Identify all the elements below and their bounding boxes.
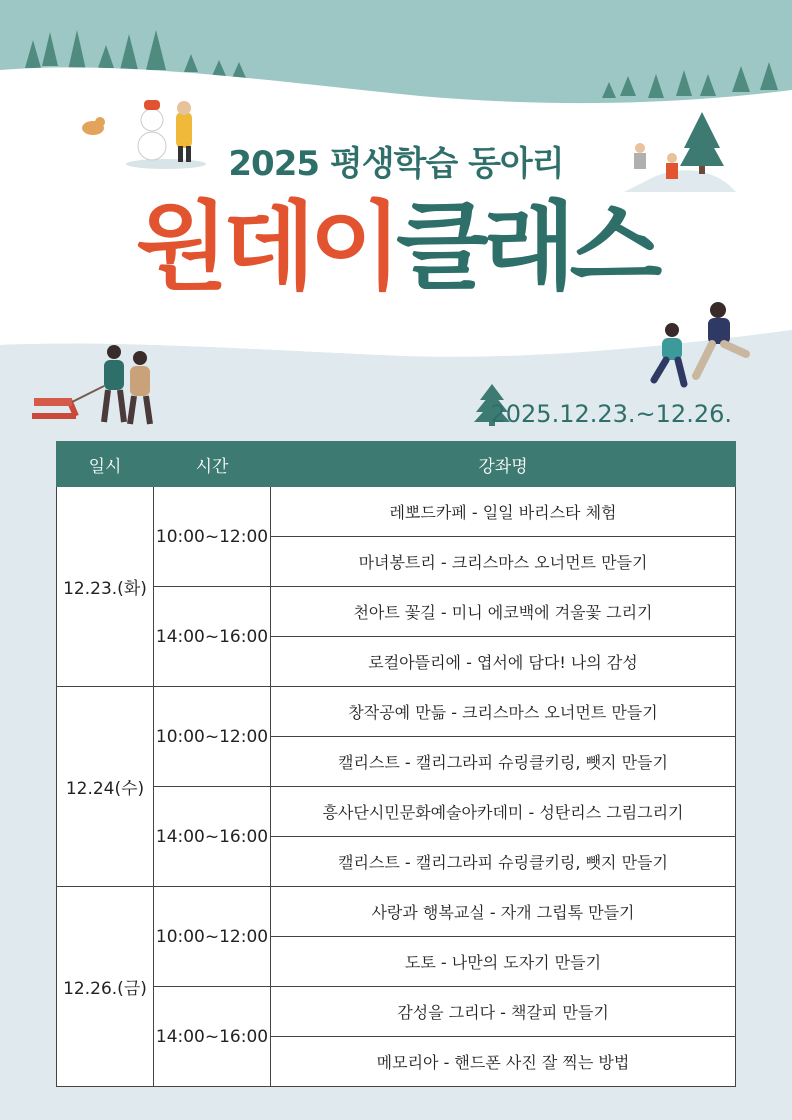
skaters-illustration xyxy=(636,296,760,392)
day-cell: 12.26.(금) xyxy=(57,887,154,1087)
class-cell: 로컬아뜰리에 - 엽서에 담다! 나의 감성 xyxy=(271,637,736,687)
column-header-time: 시간 xyxy=(154,442,271,487)
column-header-date: 일시 xyxy=(57,442,154,487)
time-cell: 10:00~12:00 xyxy=(154,887,271,987)
table-row xyxy=(57,587,736,637)
time-cell: 14:00~16:00 xyxy=(154,787,271,887)
time-cell: 14:00~16:00 xyxy=(154,987,271,1087)
class-cell: 캘리스트 - 캘리그라피 슈링클키링, 뺏지 만들기 xyxy=(271,837,736,887)
class-cell: 사랑과 행복교실 - 자개 그립톡 만들기 xyxy=(271,887,736,937)
title-part-oneday: 원데이 xyxy=(135,191,396,303)
table-row xyxy=(57,487,736,537)
class-cell: 천아트 꽃길 - 미니 에코백에 겨울꽃 그리기 xyxy=(271,587,736,637)
class-cell: 감성을 그리다 - 책갈피 만들기 xyxy=(271,987,736,1037)
table-row xyxy=(57,887,736,937)
day-cell: 12.24(수) xyxy=(57,687,154,887)
event-date-range: 2025.12.23.~12.26. xyxy=(490,400,732,428)
time-cell: 10:00~12:00 xyxy=(154,687,271,787)
schedule-table xyxy=(56,441,736,1087)
class-cell: 마녀봉트리 - 크리스마스 오너먼트 만들기 xyxy=(271,537,736,587)
class-cell: 흥사단시민문화예술아카데미 - 성탄리스 그림그리기 xyxy=(271,787,736,837)
bird-icon xyxy=(78,112,108,138)
class-cell: 캘리스트 - 캘리그라피 슈링클키링, 뺏지 만들기 xyxy=(271,737,736,787)
table-row xyxy=(57,987,736,1037)
event-subtitle: 2025 평생학습 동아리 xyxy=(228,144,564,184)
table-row xyxy=(57,787,736,837)
day-cell: 12.23.(화) xyxy=(57,487,154,687)
class-cell: 레뽀드카페 - 일일 바리스타 체험 xyxy=(271,487,736,537)
time-cell: 10:00~12:00 xyxy=(154,487,271,587)
time-cell: 14:00~16:00 xyxy=(154,587,271,687)
title-part-class: 클래스 xyxy=(396,191,657,303)
class-cell: 메모리아 - 핸드폰 사진 잘 찍는 방법 xyxy=(271,1037,736,1087)
event-title xyxy=(0,192,792,302)
class-cell: 도토 - 나만의 도자기 만들기 xyxy=(271,937,736,987)
sled-couple-illustration xyxy=(26,340,166,428)
table-row xyxy=(57,687,736,737)
table-header-row xyxy=(57,442,736,487)
class-cell: 창작공예 만듦 - 크리스마스 오너먼트 만들기 xyxy=(271,687,736,737)
column-header-class-name: 강좌명 xyxy=(271,442,736,487)
